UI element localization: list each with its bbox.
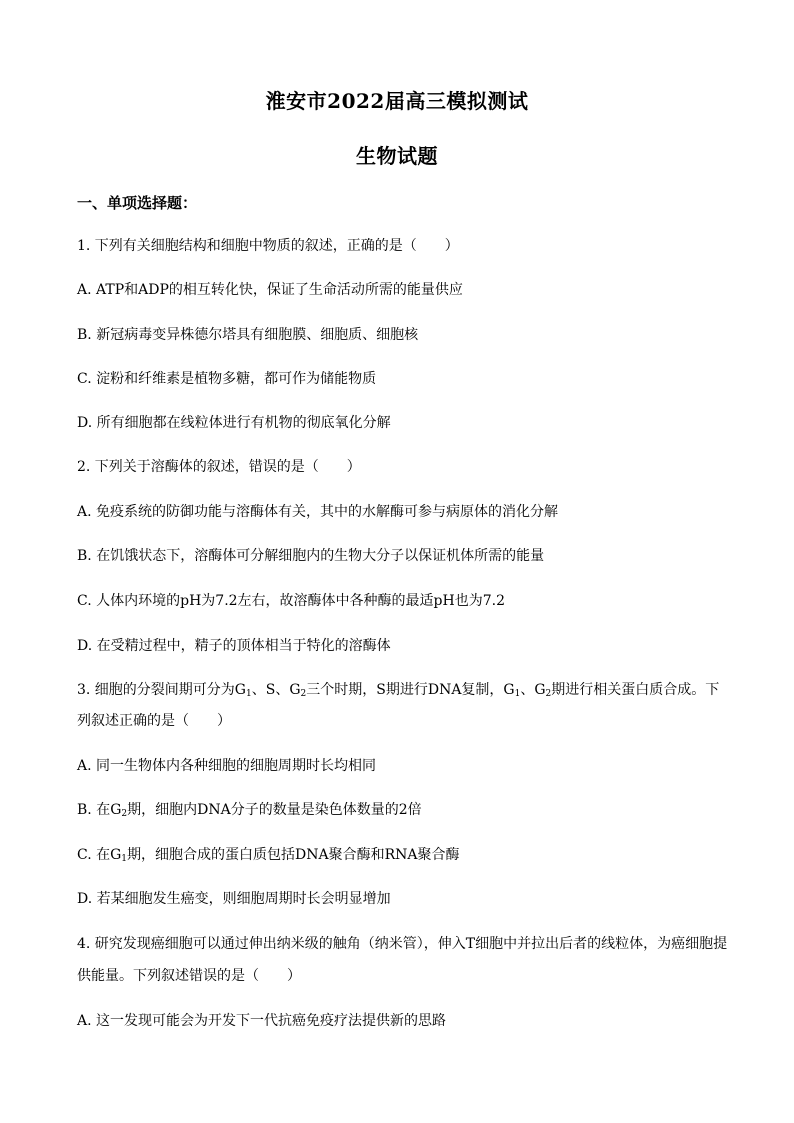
q3-subscript: 2: [545, 689, 552, 699]
question-2-option-b: B. 在饥饿状态下，溶酶体可分解细胞内的生物大分子以保证机体所需的能量: [77, 548, 545, 564]
question-4-stem-line-2: 供能量。下列叙述错误的是（ ）: [77, 968, 301, 984]
q3-subscript: 2: [300, 689, 307, 699]
question-3-option-c: [77, 845, 460, 865]
question-3-stem-line-2: 列叙述正确的是（ ）: [77, 713, 231, 729]
q3-stem-part: 、S、G: [251, 682, 301, 698]
question-2-option-a: A. 免疫系统的防御功能与溶酶体有关，其中的水解酶可参与病原体的消化分解: [77, 504, 559, 520]
question-3-stem: [77, 680, 719, 700]
question-1-option-d: D. 所有细胞都在线粒体进行有机物的彻底氧化分解: [77, 415, 391, 431]
question-1-stem: 1. 下列有关细胞结构和细胞中物质的叙述，正确的是（ ）: [77, 238, 459, 254]
q3-stem-part: 期进行相关蛋白质合成。下: [551, 682, 720, 698]
question-3-option-a: A. 同一生物体内各种细胞的细胞周期时长均相同: [77, 758, 377, 774]
question-1-option-b: B. 新冠病毒变异株德尔塔具有细胞膜、细胞质、细胞核: [77, 327, 419, 343]
document-subtitle: 生物试题: [356, 144, 438, 168]
question-1-option-c: C. 淀粉和纤维素是植物多糖，都可作为储能物质: [77, 371, 377, 387]
question-2-stem: 2. 下列关于溶酶体的叙述，错误的是（ ）: [77, 459, 361, 475]
question-2-option-c: C. 人体内环境的pH为7.2左右，故溶酶体中各种酶的最适pH也为7.2: [77, 593, 505, 609]
document-title: 淮安市2022届高三模拟测试: [265, 89, 529, 113]
question-2-option-d: D. 在受精过程中，精子的顶体相当于特化的溶酶体: [77, 638, 391, 654]
q3-stem-part: 3. 细胞的分裂间期可分为G: [77, 682, 246, 698]
question-1-option-a: A. ATP和ADP的相互转化快，保证了生命活动所需的能量供应: [77, 282, 463, 298]
q3-subscript: 1: [246, 689, 252, 699]
q3-subscript: 1: [514, 689, 521, 699]
q3-c-subscript: 1: [121, 854, 128, 864]
question-3-option-d: D. 若某细胞发生癌变，则细胞周期时长会明显增加: [77, 891, 391, 907]
question-4-stem-line-1: 4. 研究发现癌细胞可以通过伸出纳米级的触角（纳米管），伸入T细胞中并拉出后者的线粒体，为癌细胞提: [77, 936, 728, 952]
q3-b-subscript: 2: [121, 809, 128, 819]
section-heading: 一、单项选择题：: [77, 194, 198, 212]
q3-b-part: B. 在G: [77, 802, 122, 818]
question-3-option-b: [77, 800, 422, 820]
q3-stem-part: 、G: [520, 682, 546, 698]
q3-c-part: 期，细胞合成的蛋白质包括DNA聚合酶和RNA聚合酶: [127, 847, 460, 863]
q3-b-part: 期，细胞内DNA分子的数量是染色体数量的2倍: [127, 802, 422, 818]
question-4-option-a: A. 这一发现可能会为开发下一代抗癌免疫疗法提供新的思路: [77, 1013, 447, 1029]
q3-stem-part: 三个时期，S期进行DNA复制，G: [306, 682, 515, 698]
q3-c-part: C. 在G: [77, 847, 122, 863]
